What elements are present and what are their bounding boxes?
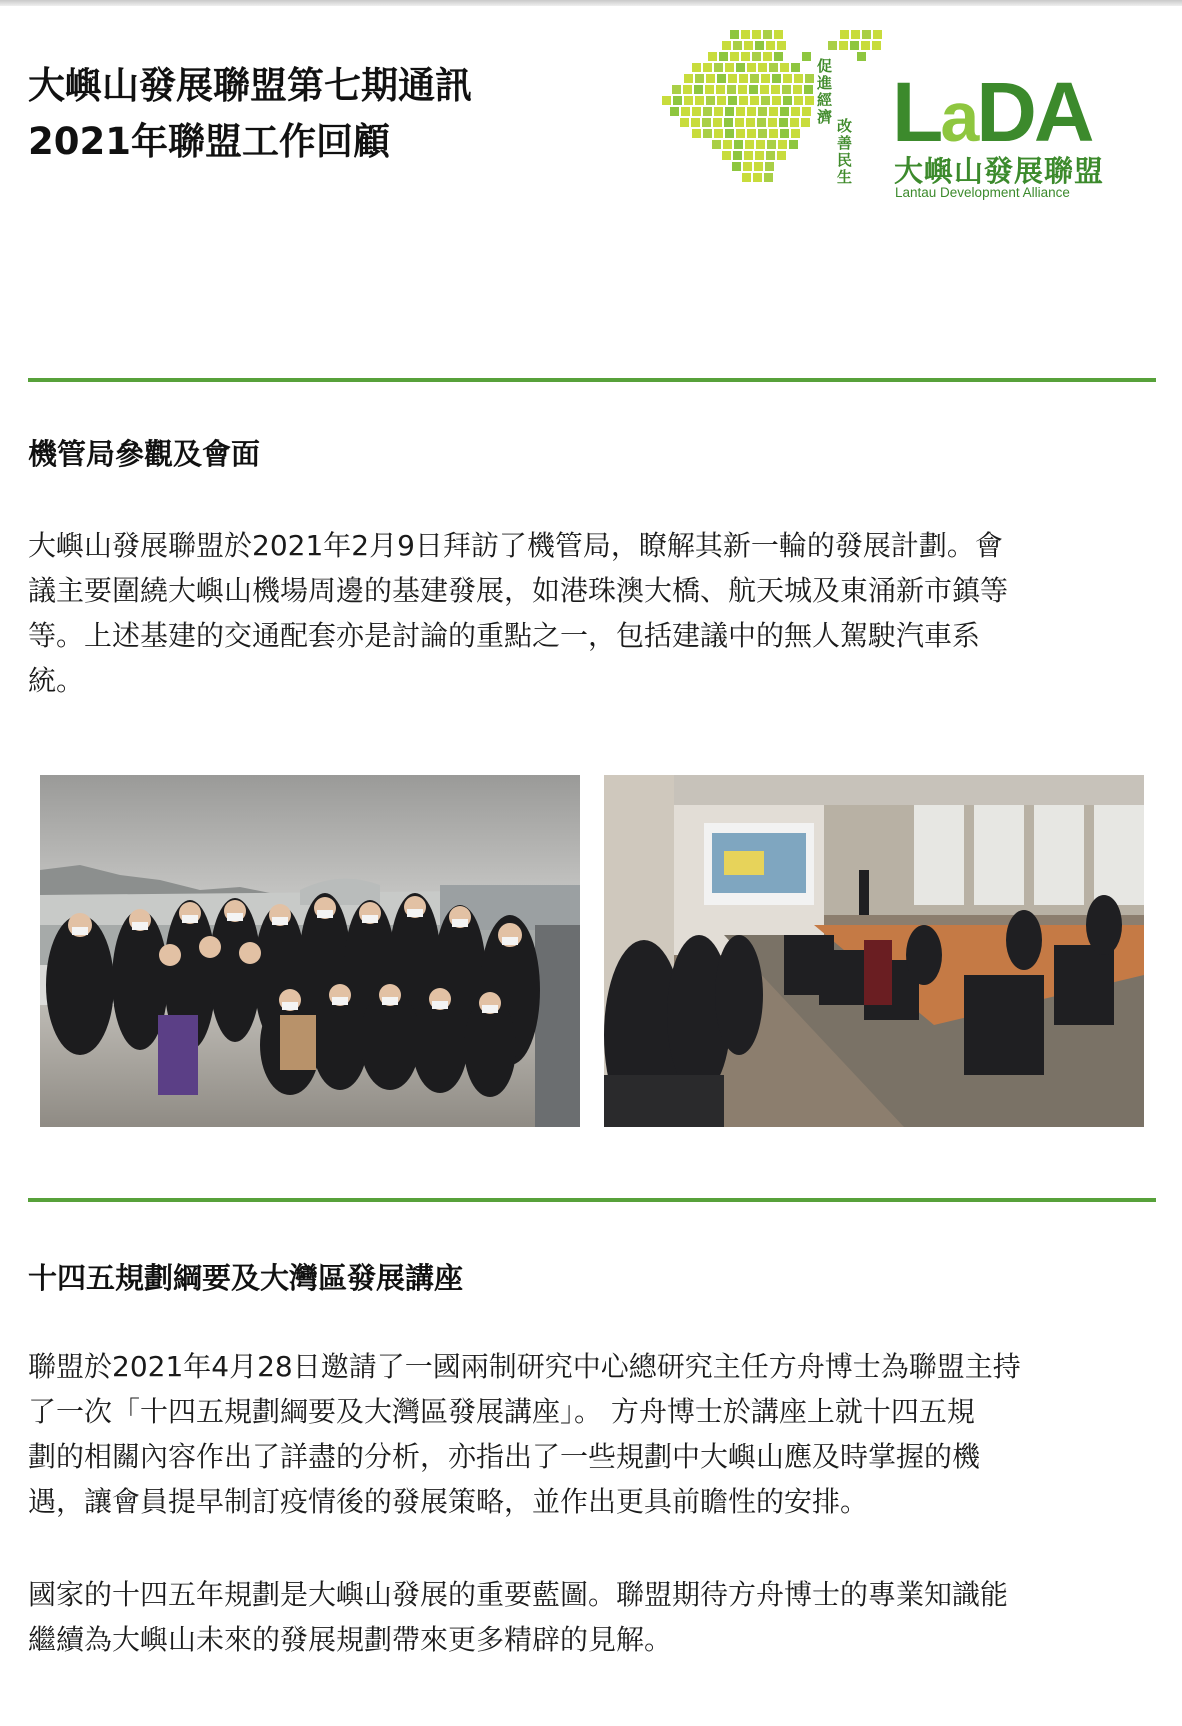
logo-tile (717, 74, 726, 83)
logo-tile (747, 63, 756, 72)
logo-tile (684, 74, 693, 83)
logo-tile (750, 74, 759, 83)
logo-tile (706, 96, 715, 105)
logo-tile (672, 85, 681, 94)
logo-slogan-left: 促進經濟 (816, 57, 832, 126)
logo-tile (772, 96, 781, 105)
logo-tile (702, 118, 711, 127)
logo-tile (692, 63, 701, 72)
logo-tile (724, 118, 733, 127)
logo-tile (730, 52, 739, 61)
title-line-2: 2021年聯盟工作回顧 (28, 120, 390, 163)
logo-tile (765, 162, 774, 171)
logo-tile (873, 30, 882, 39)
logo-tile (714, 63, 723, 72)
logo-tile (741, 52, 750, 61)
logo-tile (730, 30, 739, 39)
paragraph-line: 大嶼山發展聯盟於2021年2月9日拜訪了機管局，瞭解其新一輪的發展計劃。會 (28, 529, 1003, 562)
logo-tile (769, 129, 778, 138)
logo-tile (769, 63, 778, 72)
logo-tile (758, 129, 767, 138)
logo-pixel-mosaic (662, 18, 892, 204)
logo-tile (708, 52, 717, 61)
logo-tile (750, 96, 759, 105)
section1-paragraph (28, 523, 1158, 703)
logo-tile (850, 41, 859, 50)
section-divider-2 (28, 1198, 1156, 1202)
logo-tile (713, 118, 722, 127)
logo-tile (681, 107, 690, 116)
section2-paragraph-1 (28, 1344, 1158, 1524)
logo-tile (683, 85, 692, 94)
logo-tile (717, 96, 726, 105)
meeting-room-photo (604, 775, 1144, 1127)
logo-tile (755, 151, 764, 160)
logo-tile (752, 30, 761, 39)
logo-tile (725, 107, 734, 116)
paragraph-line: 劃的相關內容作出了詳盡的分析，亦指出了一些規劃中大嶼山應及時掌握的機 (28, 1440, 981, 1473)
logo-tile (780, 107, 789, 116)
logo-tile (742, 173, 751, 182)
logo-tile (802, 52, 811, 61)
logo-tile (722, 151, 731, 160)
paragraph-line: 國家的十四五年規劃是大嶼山發展的重要藍圖。聯盟期待方舟博士的專業知識能 (28, 1578, 1009, 1611)
logo-tile (783, 74, 792, 83)
lada-logo (662, 18, 1105, 204)
logo-tile (763, 52, 772, 61)
logo-tile (705, 85, 714, 94)
logo-tile (744, 41, 753, 50)
logo-tile (673, 96, 682, 105)
logo-tile (745, 140, 754, 149)
logo-tile (766, 151, 775, 160)
logo-tile (694, 85, 703, 94)
logo-tile (802, 107, 811, 116)
logo-tile (768, 118, 777, 127)
logo-tile (739, 96, 748, 105)
logo-tile (774, 30, 783, 39)
logo-tile (728, 96, 737, 105)
logo-tile (761, 74, 770, 83)
paragraph-line: 遇，讓會員提早制訂疫情後的發展策略，並作出更具前瞻性的安排。 (28, 1485, 869, 1518)
logo-tile (828, 41, 837, 50)
logo-tile (734, 140, 743, 149)
title-line-1: 大嶼山發展聯盟第七期通訊 (28, 64, 472, 107)
logo-tile (695, 74, 704, 83)
logo-tile (736, 107, 745, 116)
logo-tile (736, 63, 745, 72)
logo-tile (714, 107, 723, 116)
logo-tile (794, 74, 803, 83)
logo-tile (766, 41, 775, 50)
logo-tile (753, 173, 762, 182)
logo-tile (703, 63, 712, 72)
top-bar (0, 0, 1182, 6)
logo-tile (684, 96, 693, 105)
logo-tile (743, 162, 752, 171)
logo-tile (767, 140, 776, 149)
logo-tile (779, 118, 788, 127)
logo-tile (791, 63, 800, 72)
logo-tile (861, 41, 870, 50)
logo-tile (782, 85, 791, 94)
logo-tile (662, 96, 671, 105)
logo-tile (691, 118, 700, 127)
paragraph-line: 了一次「十四五規劃綱要及大灣區發展講座」。 方舟博士於講座上就十四五規 (28, 1395, 975, 1428)
logo-tile (741, 30, 750, 39)
paragraph-line: 繼續為大嶼山未來的發展規劃帶來更多精辟的見解。 (28, 1623, 673, 1656)
logo-tile (733, 151, 742, 160)
logo-tile (695, 96, 704, 105)
logo-tile (747, 129, 756, 138)
logo-tile (732, 162, 741, 171)
logo-tile (756, 140, 765, 149)
logo-tile (719, 52, 728, 61)
logo-tile (752, 52, 761, 61)
logo-tile (712, 140, 721, 149)
logo-tile (727, 85, 736, 94)
logo-tile (857, 52, 866, 61)
logo-tile (791, 107, 800, 116)
logo-tile (774, 52, 783, 61)
logo-tile (754, 162, 763, 171)
logo-tile (725, 129, 734, 138)
section-divider-1 (28, 378, 1156, 382)
logo-tile (703, 129, 712, 138)
logo-tile (755, 41, 764, 50)
logo-tile (749, 85, 758, 94)
logo-tile (692, 129, 701, 138)
logo-tile (716, 85, 725, 94)
logo-tile (793, 85, 802, 94)
logo-tile (758, 63, 767, 72)
section2-heading: 十四五規劃綱要及大灣區發展講座 (28, 1261, 464, 1295)
logo-name-en: Lantau Development Alliance (895, 185, 1070, 200)
logo-tile (739, 74, 748, 83)
logo-slogan-right: 改善民生 (836, 117, 852, 186)
logo-tile (862, 30, 871, 39)
paragraph-line: 統。 (28, 664, 85, 697)
logo-tile (680, 118, 689, 127)
logo-tile (772, 74, 781, 83)
logo-tile (777, 151, 786, 160)
logo-tile (789, 140, 798, 149)
logo-tile (801, 118, 810, 127)
logo-tile (764, 173, 773, 182)
logo-tile (692, 107, 701, 116)
logo-tile (805, 96, 814, 105)
logo-tile (790, 118, 799, 127)
logo-tile (791, 129, 800, 138)
paragraph-line: 等。上述基建的交通配套亦是討論的重點之一，包括建議中的無人駕駛汽車系 (28, 619, 981, 652)
logo-tile (872, 41, 881, 50)
logo-tile (758, 107, 767, 116)
logo-tile (735, 118, 744, 127)
newsletter-title (28, 58, 472, 170)
section1-heading: 機管局參觀及會面 (28, 437, 261, 471)
logo-tile (780, 129, 789, 138)
logo-tile (778, 140, 787, 149)
logo-tile (703, 107, 712, 116)
logo-tile (794, 96, 803, 105)
logo-tile (738, 85, 747, 94)
logo-tile (780, 63, 789, 72)
logo-tile (722, 41, 731, 50)
logo-tile (723, 140, 732, 149)
logo-tile (777, 41, 786, 50)
logo-tile (804, 85, 813, 94)
logo-tile (746, 118, 755, 127)
logo-wordmark: LaDA (892, 65, 1092, 159)
logo-tile (760, 85, 769, 94)
logo-tile (725, 63, 734, 72)
logo-tile (763, 30, 772, 39)
logo-name-cn: 大嶼山發展聯盟 (894, 154, 1105, 188)
section2-paragraph-2 (28, 1572, 1158, 1662)
logo-tile (744, 151, 753, 160)
logo-tile (728, 74, 737, 83)
logo-tile (805, 74, 814, 83)
logo-tile (747, 107, 756, 116)
logo-tile (840, 30, 849, 39)
logo-tile (736, 129, 745, 138)
logo-tile (839, 41, 848, 50)
logo-tile (670, 107, 679, 116)
logo-tile (706, 74, 715, 83)
logo-tile (769, 107, 778, 116)
paragraph-line: 議主要圍繞大嶼山機場周邊的基建發展，如港珠澳大橋、航天城及東涌新市鎮等 (28, 574, 1009, 607)
paragraph-line: 聯盟於2021年4月28日邀請了一國兩制研究中心總研究主任方舟博士為聯盟主持 (28, 1350, 1021, 1383)
logo-tile (757, 118, 766, 127)
logo-tile (714, 129, 723, 138)
group-photo-airport (40, 775, 580, 1127)
logo-tile (771, 85, 780, 94)
logo-tile (851, 30, 860, 39)
logo-tile (783, 96, 792, 105)
logo-tile (733, 41, 742, 50)
logo-tile (761, 96, 770, 105)
